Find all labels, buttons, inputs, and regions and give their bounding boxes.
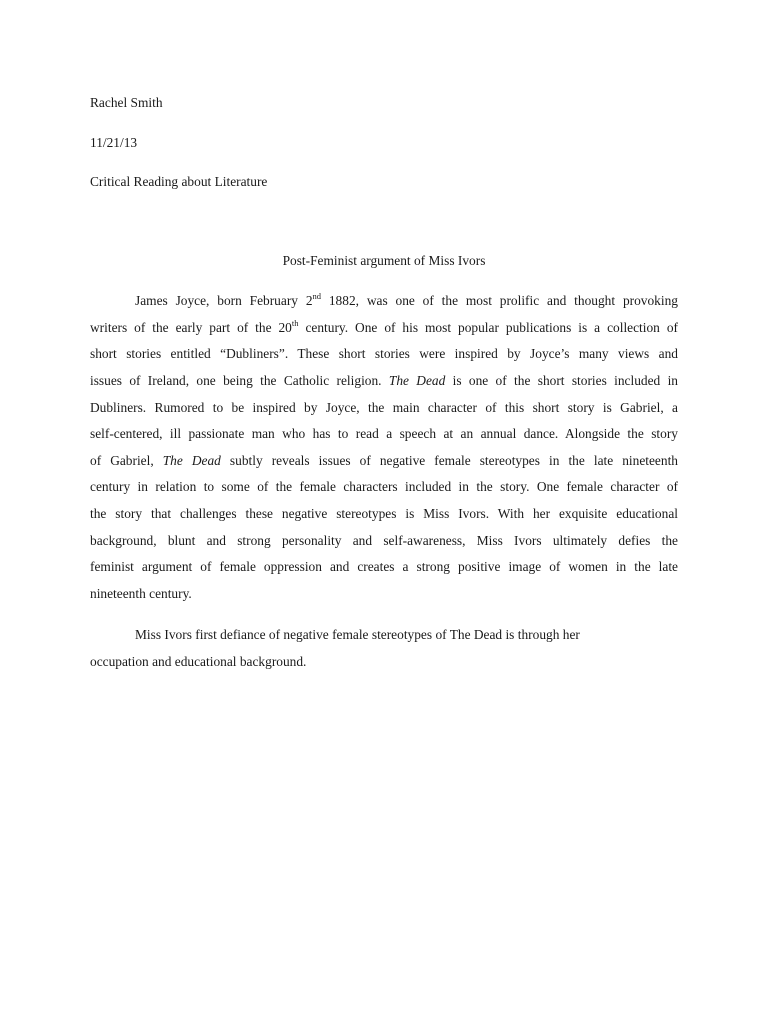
paragraph-line: Dubliners. Rumored to be inspired by Joyce, the main character of this short story is Gabriel, a xyxy=(90,400,678,415)
author-name: Rachel Smith xyxy=(90,95,163,110)
paragraph-line: nineteenth century. xyxy=(90,586,192,601)
paragraph-line: James Joyce, born February 2nd 1882, was one of the most prolific and thought provoking xyxy=(135,290,678,308)
essay-title: Post-Feminist argument of Miss Ivors xyxy=(282,253,486,268)
paragraph-line: occupation and educational background. xyxy=(90,654,307,669)
paragraph-line: self-centered, ill passionate man who has to read a speech at an annual dance. Alongside the story xyxy=(90,426,678,441)
paragraph-line: of Gabriel, The Dead subtly reveals issues of negative female stereotypes in the late nineteenth xyxy=(90,453,678,468)
document-date: 11/21/13 xyxy=(90,135,138,150)
paragraph-line: short stories entitled “Dubliners”. These short stories were inspired by Joyce’s many views and xyxy=(90,346,678,361)
paragraph-line: century in relation to some of the female characters included in the story. One female character of xyxy=(90,479,678,494)
paragraph-line: background, blunt and strong personality and self-awareness, Miss Ivors ultimately defies the xyxy=(90,533,678,548)
paragraph-line: writers of the early part of the 20th century. One of his most popular publications is a collection of xyxy=(90,317,678,335)
paragraph-line: Miss Ivors first defiance of negative female stereotypes of The Dead is through her xyxy=(135,627,580,642)
paragraph-line: feminist argument of female oppression and creates a strong positive image of women in the late xyxy=(90,559,678,574)
paragraph-line: issues of Ireland, one being the Catholic religion. The Dead is one of the short stories included in xyxy=(90,373,678,388)
paragraph-line: the story that challenges these negative stereotypes is Miss Ivors. With her exquisite educational xyxy=(90,506,678,521)
course-name: Critical Reading about Literature xyxy=(90,174,268,189)
